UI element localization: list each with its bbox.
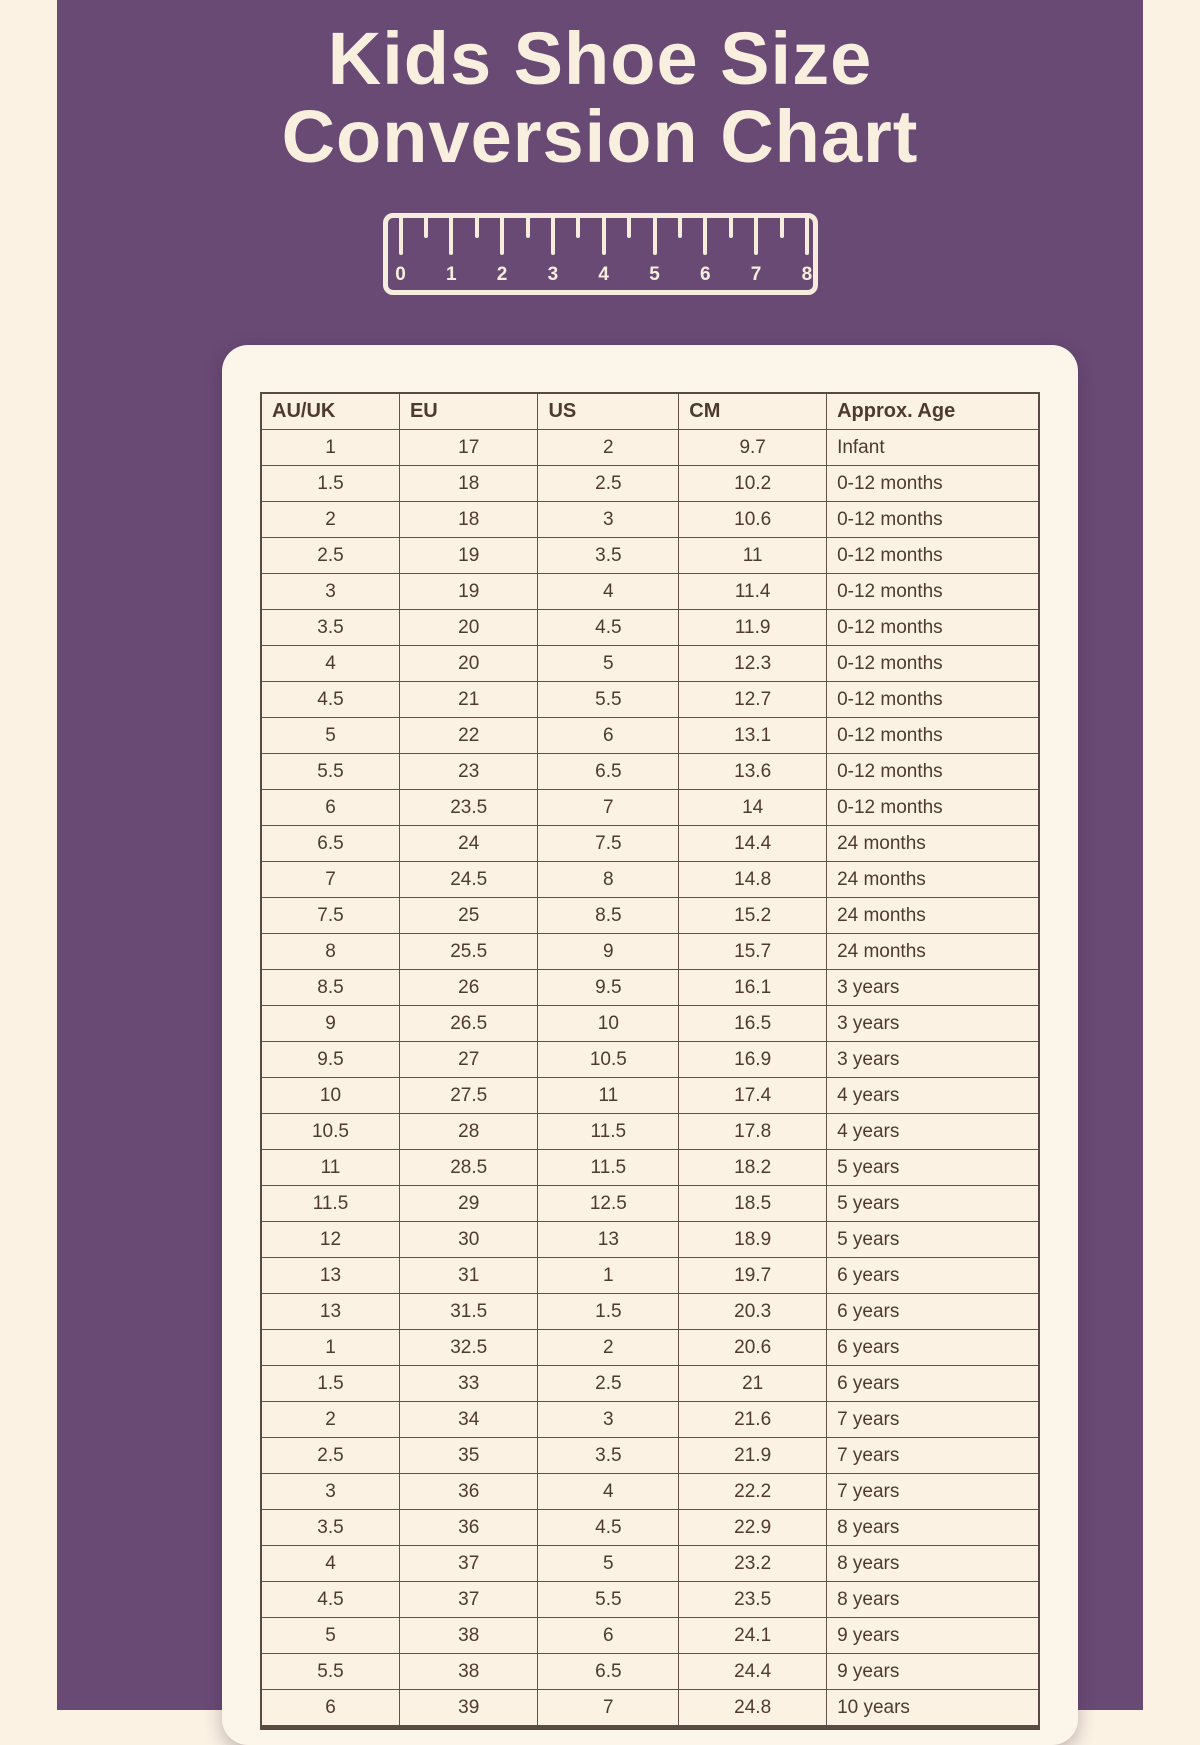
table-cell: 20.6: [679, 1330, 827, 1366]
table-cell: 21.6: [679, 1402, 827, 1438]
table-cell: 16.9: [679, 1042, 827, 1078]
table-row: [261, 1330, 1039, 1366]
table-cell: 24 months: [827, 934, 1039, 970]
table-cell: 14.4: [679, 826, 827, 862]
table-cell: 11.5: [261, 1186, 399, 1222]
table-cell: 0-12 months: [827, 682, 1039, 718]
ruler-tick: [576, 218, 580, 238]
table-cell: 20: [399, 610, 537, 646]
table-cell: 0-12 months: [827, 538, 1039, 574]
ruler-number: 8: [801, 264, 813, 286]
table-cell: 23: [399, 754, 537, 790]
table-cell: 24.1: [679, 1618, 827, 1654]
table-cell: 22.2: [679, 1474, 827, 1510]
table-row: [261, 1618, 1039, 1654]
table-cell: 5 years: [827, 1150, 1039, 1186]
table-row: [261, 1114, 1039, 1150]
table-cell: 13.6: [679, 754, 827, 790]
ruler-number: 0: [395, 264, 406, 286]
table-cell: 1.5: [538, 1294, 679, 1330]
table-cell: 5: [538, 646, 679, 682]
table-row: [261, 1258, 1039, 1294]
table-cell: 10: [261, 1078, 399, 1114]
table-cell: 7: [538, 1690, 679, 1728]
table-cell: 0-12 months: [827, 646, 1039, 682]
table-cell: 8.5: [261, 970, 399, 1006]
table-cell: 5 years: [827, 1222, 1039, 1258]
ruler-icon: [383, 213, 818, 295]
table-cell: 8.5: [538, 898, 679, 934]
table-cell: 4.5: [538, 1510, 679, 1546]
table-cell: 8: [261, 934, 399, 970]
table-cell: 7.5: [261, 898, 399, 934]
table-cell: 18: [399, 466, 537, 502]
table-cell: 24 months: [827, 862, 1039, 898]
column-header: Approx. Age: [827, 393, 1039, 430]
table-cell: 3.5: [261, 610, 399, 646]
table-cell: 32.5: [399, 1330, 537, 1366]
table-cell: 0-12 months: [827, 502, 1039, 538]
table-cell: 9: [538, 934, 679, 970]
table-cell: 3 years: [827, 970, 1039, 1006]
table-cell: 25: [399, 898, 537, 934]
ruler-tick: [475, 218, 479, 238]
ruler-number: 3: [547, 264, 559, 286]
table-cell: 0-12 months: [827, 754, 1039, 790]
table-cell: 31: [399, 1258, 537, 1294]
table-cell: 27.5: [399, 1078, 537, 1114]
table-cell: 7 years: [827, 1438, 1039, 1474]
ruler-tick: [678, 218, 682, 238]
table-cell: 8 years: [827, 1510, 1039, 1546]
table-cell: 24.8: [679, 1690, 827, 1728]
table-cell: 4 years: [827, 1078, 1039, 1114]
table-cell: 12.3: [679, 646, 827, 682]
ruler-tick: [526, 218, 530, 238]
table-cell: 21.9: [679, 1438, 827, 1474]
table-cell: 16.5: [679, 1006, 827, 1042]
table-row: [261, 430, 1039, 466]
table-row: [261, 538, 1039, 574]
table-cell: 4: [538, 574, 679, 610]
ruler-number: 5: [649, 264, 660, 286]
table-cell: 13: [261, 1258, 399, 1294]
table-cell: 18.5: [679, 1186, 827, 1222]
table-cell: 14: [679, 790, 827, 826]
column-header: EU: [399, 393, 537, 430]
table-cell: 21: [679, 1366, 827, 1402]
table-cell: 9.5: [261, 1042, 399, 1078]
table-cell: 0-12 months: [827, 790, 1039, 826]
table-cell: 6: [261, 1690, 399, 1728]
table-row: [261, 610, 1039, 646]
table-cell: 6: [538, 718, 679, 754]
page-title: [57, 0, 1143, 178]
table-cell: 3.5: [538, 1438, 679, 1474]
table-cell: 10 years: [827, 1690, 1039, 1728]
table-cell: 18: [399, 502, 537, 538]
table-row: [261, 1150, 1039, 1186]
table-cell: 6: [538, 1618, 679, 1654]
table-cell: 2: [538, 430, 679, 466]
table-cell: 11: [679, 538, 827, 574]
title-line-2: Conversion Chart: [281, 94, 919, 178]
table-row: [261, 1006, 1039, 1042]
ruler-tick: [653, 218, 657, 255]
table-cell: 22.9: [679, 1510, 827, 1546]
table-cell: 3.5: [538, 538, 679, 574]
table-cell: 6 years: [827, 1366, 1039, 1402]
table-cell: 6: [261, 790, 399, 826]
table-cell: 4.5: [538, 610, 679, 646]
table-row: [261, 1402, 1039, 1438]
table-cell: 16.1: [679, 970, 827, 1006]
table-cell: Infant: [827, 430, 1039, 466]
table-row: [261, 826, 1039, 862]
table-row: [261, 1654, 1039, 1690]
table-cell: 4: [261, 646, 399, 682]
table-cell: 5.5: [261, 1654, 399, 1690]
table-cell: 31.5: [399, 1294, 537, 1330]
ruler-tick: [805, 218, 809, 255]
table-cell: 24.5: [399, 862, 537, 898]
table-cell: 2: [538, 1330, 679, 1366]
table-row: [261, 1546, 1039, 1582]
table-cell: 1.5: [261, 1366, 399, 1402]
ruler-tick: [399, 218, 403, 255]
table-cell: 38: [399, 1618, 537, 1654]
table-cell: 23.5: [679, 1582, 827, 1618]
table-cell: 26: [399, 970, 537, 1006]
table-cell: 13: [261, 1294, 399, 1330]
table-cell: 4 years: [827, 1114, 1039, 1150]
table-cell: 5: [261, 718, 399, 754]
table-row: [261, 1042, 1039, 1078]
table-cell: 6.5: [538, 1654, 679, 1690]
ruler-tick: [424, 218, 428, 238]
table-row: [261, 1222, 1039, 1258]
table-cell: 12.5: [538, 1186, 679, 1222]
table-cell: 6.5: [538, 754, 679, 790]
ruler-number: 7: [750, 264, 762, 286]
table-cell: 14.8: [679, 862, 827, 898]
table-cell: 19: [399, 574, 537, 610]
table-cell: 4: [538, 1474, 679, 1510]
table-cell: 2.5: [538, 466, 679, 502]
table-cell: 7 years: [827, 1402, 1039, 1438]
table-cell: 5.5: [538, 682, 679, 718]
table-cell: 11.5: [538, 1114, 679, 1150]
table-cell: 23.5: [399, 790, 537, 826]
table-cell: 15.7: [679, 934, 827, 970]
table-cell: 28: [399, 1114, 537, 1150]
table-row: [261, 1186, 1039, 1222]
column-header: AU/UK: [261, 393, 399, 430]
table-cell: 3: [538, 502, 679, 538]
table-row: [261, 790, 1039, 826]
table-body: [261, 430, 1039, 1728]
ruler-tick: [703, 218, 707, 255]
table-cell: 20: [399, 646, 537, 682]
table-row: [261, 1582, 1039, 1618]
table-cell: 8 years: [827, 1546, 1039, 1582]
table-cell: 0-12 months: [827, 466, 1039, 502]
table-cell: 34: [399, 1402, 537, 1438]
table-row: [261, 1078, 1039, 1114]
table-cell: 23.2: [679, 1546, 827, 1582]
table-cell: 1: [261, 1330, 399, 1366]
table-cell: 24.4: [679, 1654, 827, 1690]
table-row: [261, 898, 1039, 934]
table-cell: 7 years: [827, 1474, 1039, 1510]
table-row: [261, 970, 1039, 1006]
table-cell: 3: [261, 1474, 399, 1510]
table-cell: 36: [399, 1510, 537, 1546]
table-cell: 9: [261, 1006, 399, 1042]
table-cell: 11: [261, 1150, 399, 1186]
table-cell: 0-12 months: [827, 610, 1039, 646]
table-cell: 15.2: [679, 898, 827, 934]
table-cell: 10.2: [679, 466, 827, 502]
table-cell: 11.5: [538, 1150, 679, 1186]
table-cell: 1: [261, 430, 399, 466]
table-cell: 4.5: [261, 1582, 399, 1618]
table-cell: 18.9: [679, 1222, 827, 1258]
ruler-tick: [780, 218, 784, 238]
table-cell: 5: [538, 1546, 679, 1582]
table-row: [261, 1690, 1039, 1728]
table-cell: 17.8: [679, 1114, 827, 1150]
conversion-table: [260, 392, 1040, 1730]
table-row: [261, 466, 1039, 502]
table-cell: 24 months: [827, 826, 1039, 862]
table-cell: 13: [538, 1222, 679, 1258]
table-cell: 10.5: [538, 1042, 679, 1078]
table-row: [261, 646, 1039, 682]
table-cell: 5.5: [538, 1582, 679, 1618]
table-cell: 38: [399, 1654, 537, 1690]
ruler-tick: [729, 218, 733, 238]
table-cell: 0-12 months: [827, 574, 1039, 610]
table-cell: 2.5: [261, 1438, 399, 1474]
table-cell: 20.3: [679, 1294, 827, 1330]
table-cell: 37: [399, 1582, 537, 1618]
table-cell: 7.5: [538, 826, 679, 862]
ruler-tick: [602, 218, 606, 255]
table-cell: 17.4: [679, 1078, 827, 1114]
table-cell: 39: [399, 1690, 537, 1728]
table-cell: 2.5: [538, 1366, 679, 1402]
table-row: [261, 1294, 1039, 1330]
table-cell: 12.7: [679, 682, 827, 718]
table-cell: 11.9: [679, 610, 827, 646]
ruler-tick: [754, 218, 758, 255]
table-header-row: [261, 393, 1039, 430]
table-cell: 12: [261, 1222, 399, 1258]
table-cell: 30: [399, 1222, 537, 1258]
table-cell: 5 years: [827, 1186, 1039, 1222]
table-cell: 5.5: [261, 754, 399, 790]
table-row: [261, 1438, 1039, 1474]
table-cell: 37: [399, 1546, 537, 1582]
title-line-1: Kids Shoe Size: [327, 17, 873, 100]
table-row: [261, 1474, 1039, 1510]
table-cell: 6.5: [261, 826, 399, 862]
table-cell: 4: [261, 1546, 399, 1582]
table-cell: 24 months: [827, 898, 1039, 934]
table-cell: 3 years: [827, 1006, 1039, 1042]
table-row: [261, 574, 1039, 610]
ruler-tick: [627, 218, 631, 238]
ruler-tick: [500, 218, 504, 255]
table-cell: 10.6: [679, 502, 827, 538]
table-cell: 11: [538, 1078, 679, 1114]
table-cell: 18.2: [679, 1150, 827, 1186]
table-row: [261, 502, 1039, 538]
table-cell: 28.5: [399, 1150, 537, 1186]
table-cell: 22: [399, 718, 537, 754]
ruler-number: 2: [496, 264, 508, 286]
table-cell: 7: [538, 790, 679, 826]
table-cell: 1: [538, 1258, 679, 1294]
table-cell: 35: [399, 1438, 537, 1474]
table-cell: 10.5: [261, 1114, 399, 1150]
table-cell: 11.4: [679, 574, 827, 610]
purple-panel: [57, 0, 1143, 1718]
table-cell: 17: [399, 430, 537, 466]
table-cell: 25.5: [399, 934, 537, 970]
table-cell: 2: [261, 502, 399, 538]
table-cell: 7: [261, 862, 399, 898]
table-cell: 9.7: [679, 430, 827, 466]
table-cell: 1.5: [261, 466, 399, 502]
ruler-tick: [551, 218, 555, 255]
table-cell: 0-12 months: [827, 718, 1039, 754]
column-header: CM: [679, 393, 827, 430]
table-row: [261, 1366, 1039, 1402]
table-cell: 19: [399, 538, 537, 574]
table-row: [261, 934, 1039, 970]
table-cell: 21: [399, 682, 537, 718]
table-row: [261, 718, 1039, 754]
ruler-tick: [449, 218, 453, 255]
table-cell: 33: [399, 1366, 537, 1402]
table-cell: 10: [538, 1006, 679, 1042]
table-cell: 19.7: [679, 1258, 827, 1294]
table-cell: 8 years: [827, 1582, 1039, 1618]
table-cell: 6 years: [827, 1258, 1039, 1294]
table-cell: 24: [399, 826, 537, 862]
table-cell: 36: [399, 1474, 537, 1510]
table-cell: 9.5: [538, 970, 679, 1006]
table-cell: 8: [538, 862, 679, 898]
table-cell: 9 years: [827, 1618, 1039, 1654]
table-cell: 3: [538, 1402, 679, 1438]
table-cell: 6 years: [827, 1294, 1039, 1330]
table-cell: 26.5: [399, 1006, 537, 1042]
ruler-number: 6: [700, 264, 711, 286]
table-cell: 3.5: [261, 1510, 399, 1546]
table-row: [261, 1510, 1039, 1546]
table-cell: 4.5: [261, 682, 399, 718]
table-cell: 3: [261, 574, 399, 610]
table-cell: 13.1: [679, 718, 827, 754]
table-cell: 9 years: [827, 1654, 1039, 1690]
table-cell: 2: [261, 1402, 399, 1438]
table-row: [261, 682, 1039, 718]
table-cell: 2.5: [261, 538, 399, 574]
table-cell: 27: [399, 1042, 537, 1078]
table-row: [261, 862, 1039, 898]
ruler-number: 4: [598, 264, 609, 286]
table-cell: 5: [261, 1618, 399, 1654]
ruler-number: 1: [446, 264, 457, 286]
column-header: US: [538, 393, 679, 430]
table-cell: 29: [399, 1186, 537, 1222]
table-cell: 3 years: [827, 1042, 1039, 1078]
table-cell: 6 years: [827, 1330, 1039, 1366]
table-row: [261, 754, 1039, 790]
table-card: [222, 345, 1078, 1745]
